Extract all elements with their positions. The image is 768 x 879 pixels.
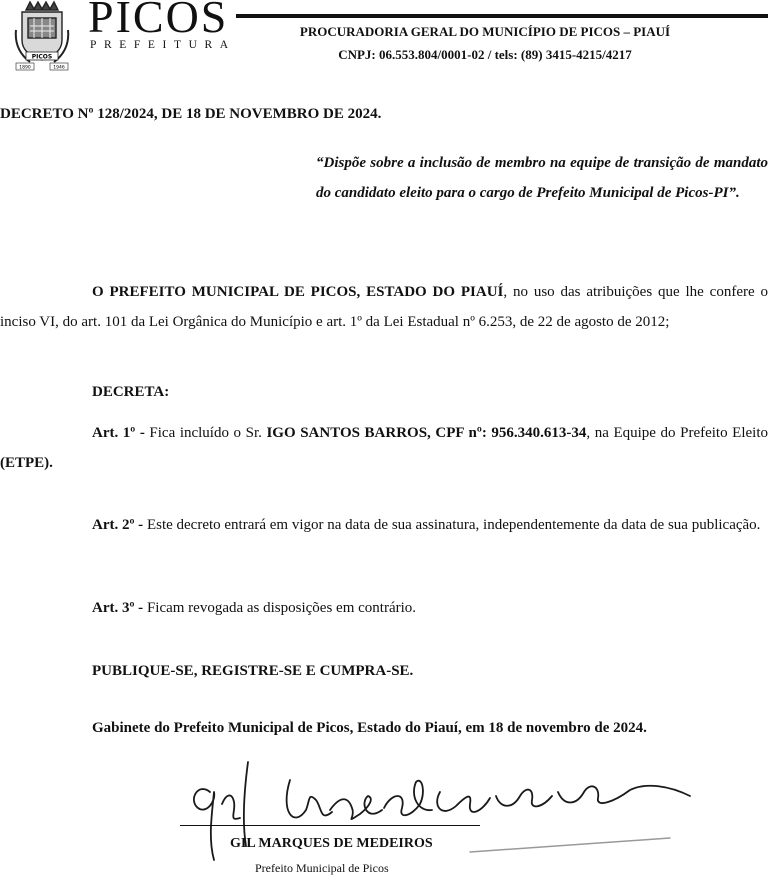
article-2 <box>0 510 768 540</box>
article-1-etpe: (ETPE). <box>0 455 53 471</box>
org-contact: CNPJ: 06.553.804/0001-02 / tels: (89) 3415-4215/4217 <box>338 47 632 62</box>
handwritten-signature <box>170 752 710 878</box>
logo-wordmark: PICOS <box>88 0 229 42</box>
place-and-date: Gabinete do Prefeito Municipal de Picos, Estado do Piauí, em 18 de novembro de 2024. <box>92 720 647 736</box>
header-rule <box>236 14 768 18</box>
preamble-text: , no uso das atribuições que lhe confere o inciso VI, do art. 101 da Lei Orgânica do Município e art. 1º da Lei Estadual nº 6.253, de 22 de agosto de 2012; <box>0 284 768 330</box>
article-2-text: Este decreto entrará em vigor na data de sua assinatura, independentemente da data de sua publicação. <box>143 517 761 533</box>
crest-year-left: 1890 <box>19 65 31 71</box>
article-1-text-a: Fica incluído o Sr. <box>144 425 267 441</box>
logo-subtitle: PREFEITURA <box>90 39 236 51</box>
crest-label: PICOS <box>31 53 53 61</box>
decree-title: DECRETO Nº 128/2024, DE 18 DE NOVEMBRO DE 2024. <box>0 106 382 122</box>
article-3 <box>92 601 416 616</box>
article-1-member: IGO SANTOS BARROS, CPF nº: 956.340.613-34 <box>266 425 587 441</box>
article-3-text: Ficam revogada as disposições em contrário. <box>143 600 417 616</box>
article-1 <box>0 418 768 478</box>
signer-name: GIL MARQUES DE MEDEIROS <box>230 836 433 851</box>
article-1-text-b: , na Equipe do Prefeito Eleito <box>586 425 768 441</box>
article-2-label: Art. 2º - <box>92 517 144 533</box>
article-1-label: Art. 1º - <box>92 425 145 441</box>
signer-role: Prefeito Municipal de Picos <box>255 861 389 875</box>
crest-year-right: 1946 <box>53 65 65 71</box>
org-name: PROCURADORIA GERAL DO MUNICÍPIO DE PICOS – PIAUÍ <box>299 24 671 39</box>
decree-ementa: “Dispõe sobre a inclusão de membro na equipe de transição de mandato do candidato eleito para o cargo de Prefeito Municipal de Picos-PI”. <box>316 155 768 201</box>
preamble-authority: O PREFEITO MUNICIPAL DE PICOS, ESTADO DO PIAUÍ <box>92 284 504 300</box>
article-3-label: Art. 3º - <box>92 600 144 616</box>
decreta-heading: DECRETA: <box>92 384 170 400</box>
decree-preamble <box>0 277 768 337</box>
publication-order: PUBLIQUE-SE, REGISTRE-SE E CUMPRA-SE. <box>92 663 414 679</box>
municipal-crest-logo <box>14 0 70 72</box>
signature-line <box>180 825 480 826</box>
